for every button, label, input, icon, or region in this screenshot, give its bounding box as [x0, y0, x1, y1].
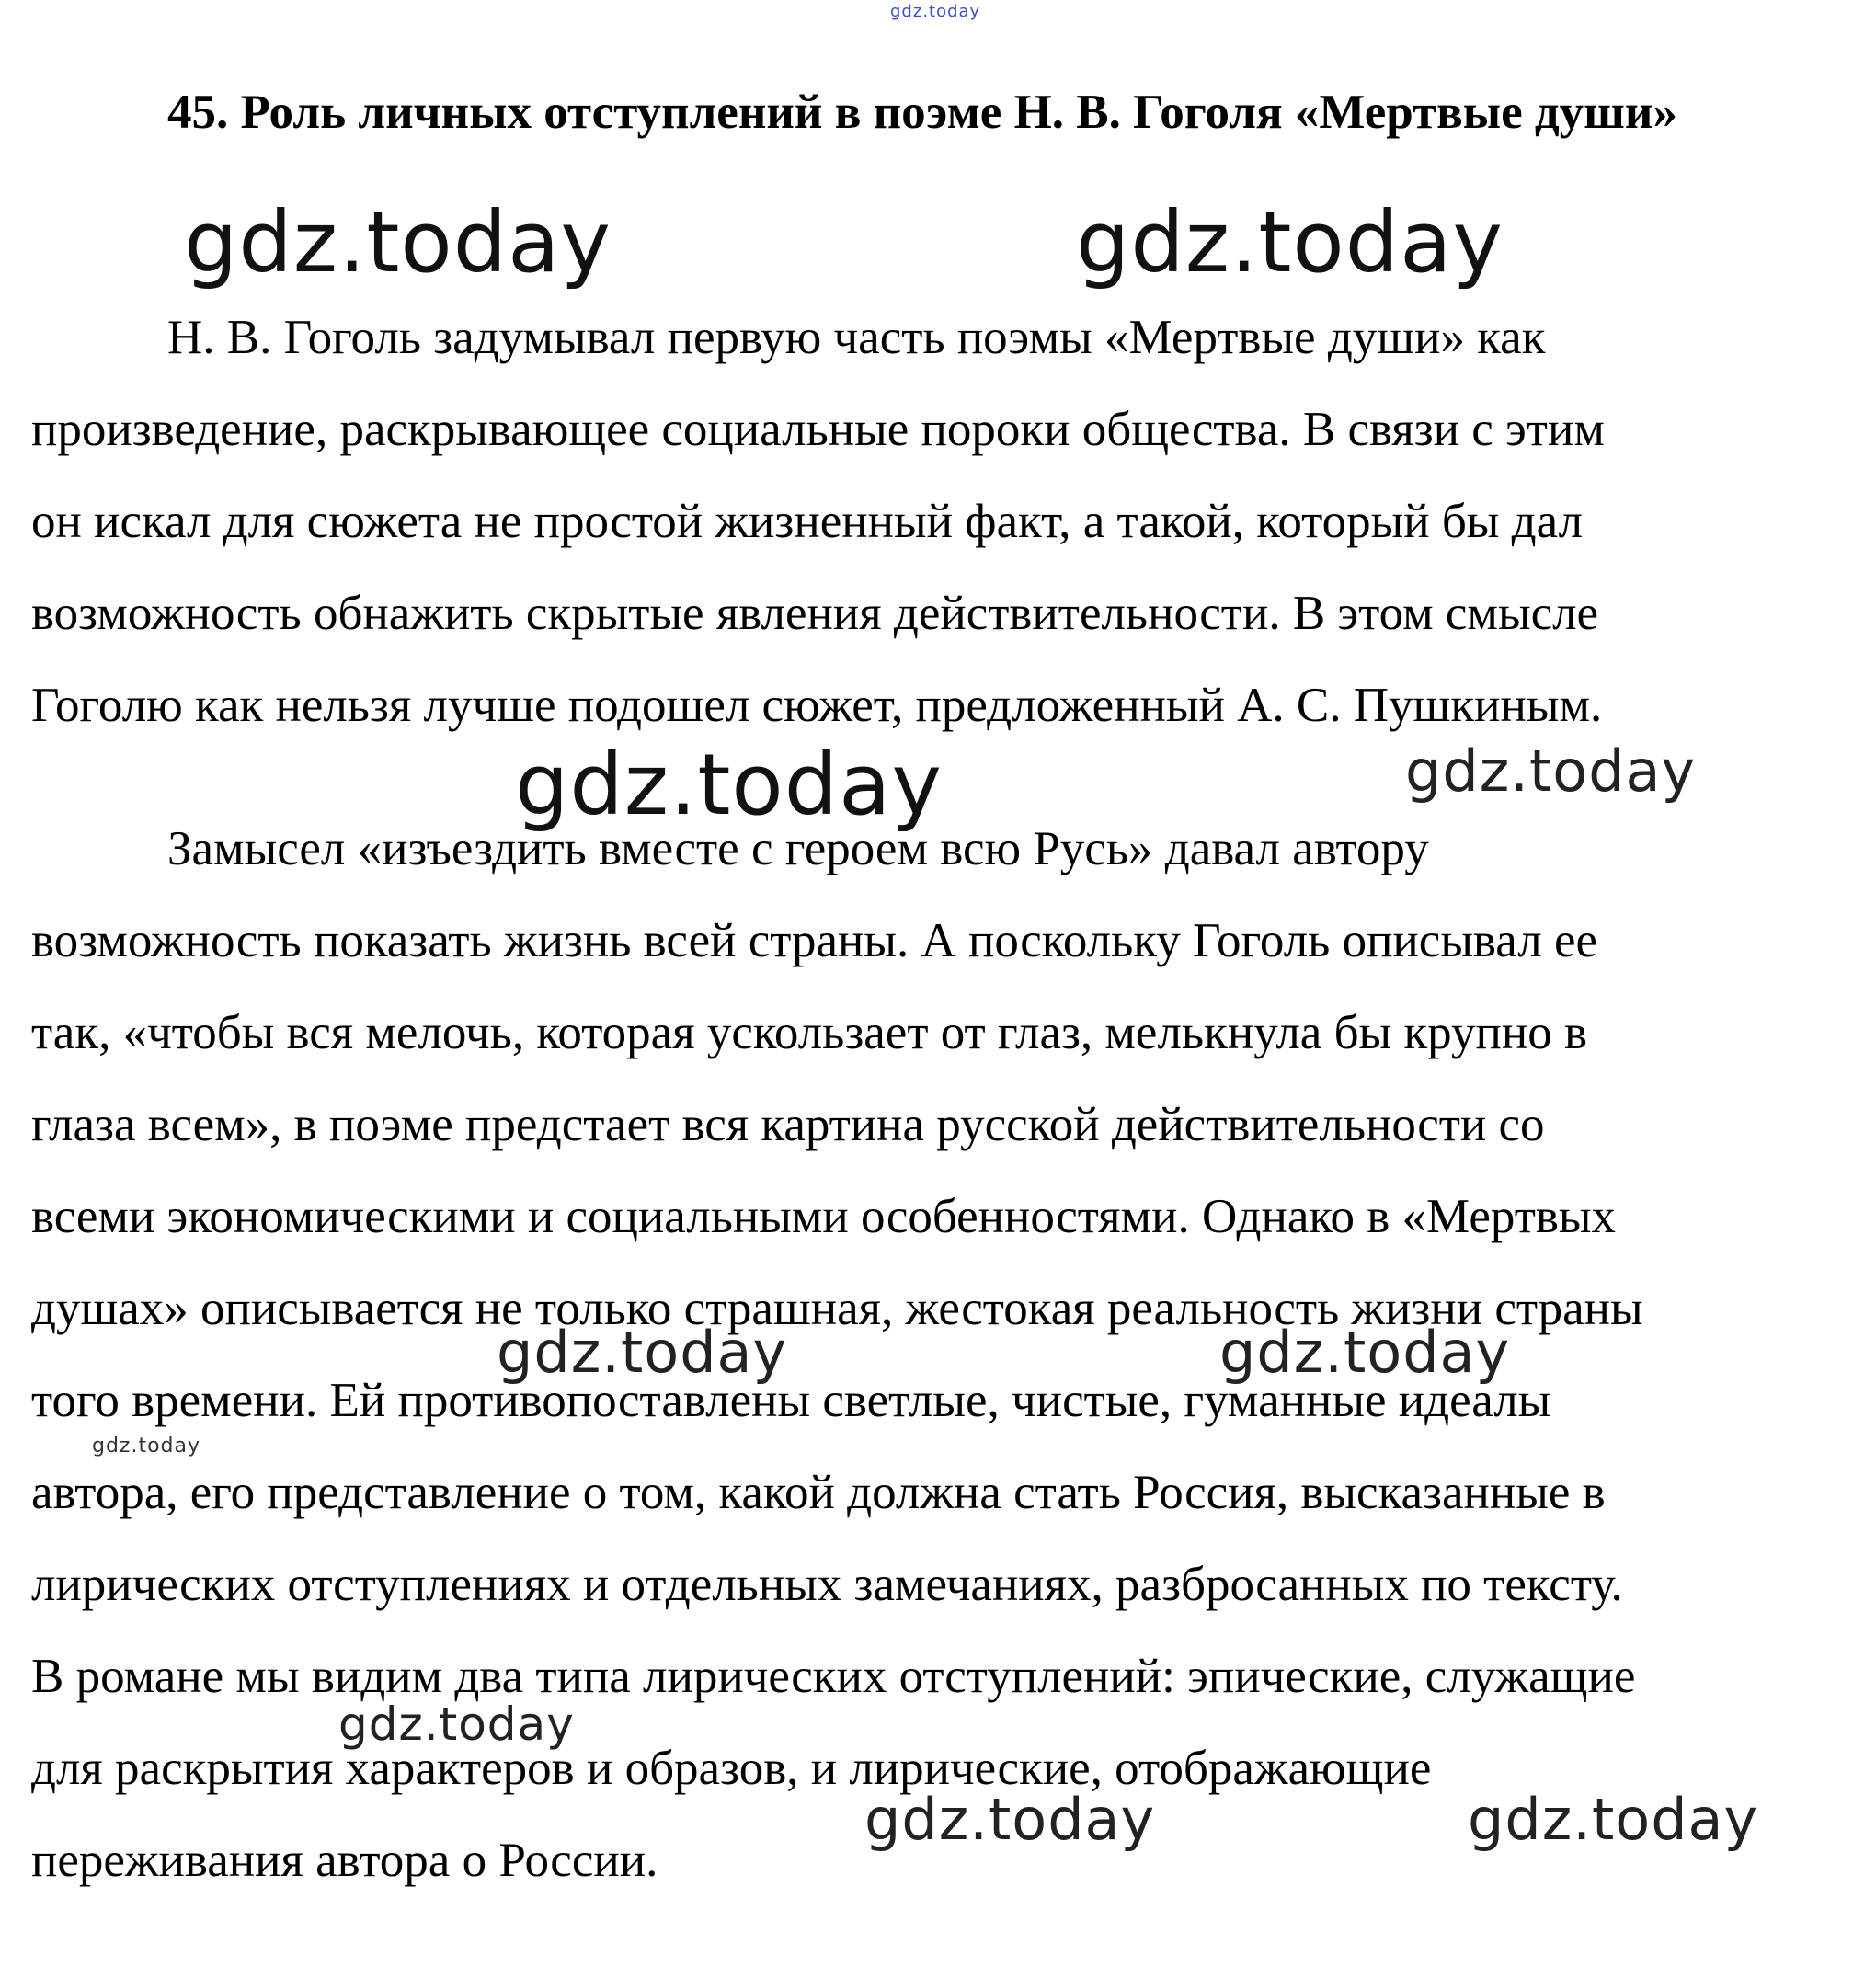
paragraph-line: того времени. Ей противопоставлены светлые, чистые, гуманные идеалы: [31, 1374, 1551, 1427]
watermark: gdz.today: [92, 1435, 201, 1458]
watermark: gdz.today: [864, 1786, 1156, 1853]
watermark: gdz.today: [184, 193, 612, 292]
page-title-text: 45. Роль личных отступлений в поэме Н. В. Гоголя «Мертвые души»: [167, 86, 1677, 139]
paragraph-line: возможность обнажить скрытые явления действительности. В этом смысле: [31, 587, 1599, 640]
paragraph-line: душах» описывается не только страшная, жестокая реальность жизни страны: [31, 1282, 1643, 1335]
page-title: [31, 66, 1779, 158]
watermark: gdz.today: [1405, 737, 1697, 805]
watermark: gdz.today: [497, 1319, 788, 1386]
watermark: gdz.today: [1468, 1786, 1759, 1853]
paragraph-line: глаза всем», в поэме предстает вся картина русской действительности со: [31, 1098, 1545, 1151]
watermark: gdz.today: [1076, 193, 1504, 292]
paragraph-line: лирических отступлениях и отдельных замечаниях, разбросанных по тексту.: [31, 1558, 1623, 1611]
paragraph-line: так, «чтобы вся мелочь, которая ускользает от глаз, мелькнула бы крупно в: [31, 1006, 1587, 1059]
paragraph-2: [31, 803, 1834, 1906]
paragraph-line: Замысел «изъездить вместе с героем всю Русь» давал автору: [167, 822, 1429, 875]
header-watermark: gdz.today: [890, 2, 981, 21]
paragraph-1: [31, 292, 1834, 751]
paragraph-line: автора, его представление о том, какой должна стать Россия, высказанные в: [31, 1466, 1606, 1519]
paragraph-line: возможность показать жизнь всей страны. А поскольку Гоголь описывал ее: [31, 914, 1597, 967]
paragraph-line: для раскрытия характеров и образов, и лирические, отображающие: [31, 1742, 1432, 1795]
watermark: gdz.today: [1219, 1319, 1511, 1386]
paragraph-line: Н. В. Гоголь задумывал первую часть поэмы «Мертвые души» как: [167, 311, 1546, 364]
paragraph-line: Гоголю как нельзя лучше подошел сюжет, предложенный А. С. Пушкиным.: [31, 679, 1603, 732]
watermark: gdz.today: [338, 1698, 575, 1751]
paragraph-line: всеми экономическими и социальными особенностями. Однако в «Мертвых: [31, 1190, 1617, 1243]
paragraph-line: произведение, раскрывающее социальные пороки общества. В связи с этим: [31, 403, 1605, 456]
watermark: gdz.today: [515, 736, 943, 834]
paragraph-line: переживания автора о России.: [31, 1834, 658, 1887]
paragraph-line: он искал для сюжета не простой жизненный факт, а такой, который бы дал: [31, 495, 1584, 548]
paragraph-line: В романе мы видим два типа лирических отступлений: эпические, служащие: [31, 1650, 1636, 1703]
